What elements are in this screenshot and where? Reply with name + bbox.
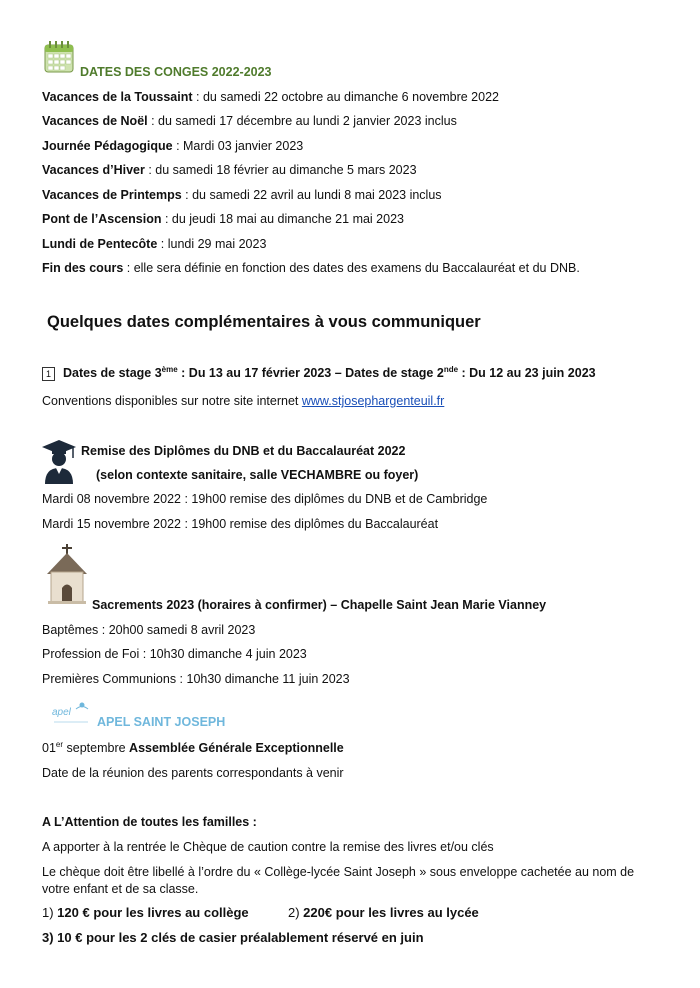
option-lycee: 2) 220€ pour les livres au lycée (288, 905, 479, 920)
option-colleges: 1) 120 € pour les livres au collège (42, 905, 249, 920)
list-item: Fin des cours : elle sera définie en fonction des dates des examens du Baccalauréat et du DNB. (42, 261, 580, 275)
diplomes-line: Mardi 08 novembre 2022 : 19h00 remise des diplômes du DNB et de Cambridge (42, 492, 488, 506)
sacrements-line: Baptêmes : 20h00 samedi 8 avril 2023 (42, 623, 256, 637)
apel-logo: apel (52, 700, 92, 728)
sacrements-line: Profession de Foi : 10h30 dimanche 4 juin 2023 (42, 647, 307, 661)
sacrements-title: Sacrements 2023 (horaires à confirmer) – Chapelle Saint Jean Marie Vianney (92, 598, 547, 612)
diplomes-line: Mardi 15 novembre 2022 : 19h00 remise des diplômes du Baccalauréat (42, 517, 439, 531)
list-item: Vacances d’Hiver : du samedi 18 février au dimanche 5 mars 2023 (42, 163, 417, 177)
conventions-line: Conventions disponibles sur notre site internet www.stjosephargenteuil.fr (42, 394, 445, 408)
list-item: Pont de l’Ascension : du jeudi 18 mai au dimanche 21 mai 2023 (42, 212, 404, 226)
apel-note: Date de la réunion des parents correspondants à venir (42, 766, 344, 780)
list-item: Vacances de Printemps : du samedi 22 avril au lundi 8 mai 2023 inclus (42, 188, 442, 202)
stage-line: 1 Dates de stage 3ème : Du 13 au 17 février 2023 – Dates de stage 2nde : Du 12 au 23 juin 2023 (42, 366, 596, 381)
apel-title: APEL SAINT JOSEPH (97, 715, 226, 729)
chapel-icon (46, 544, 88, 607)
list-item: Journée Pédagogique : Mardi 03 janvier 2023 (42, 139, 304, 153)
option-cles: 3) 10 € pour les 2 clés de casier préalablement réservé en juin (42, 930, 424, 945)
list-item: Vacances de la Toussaint : du samedi 22 octobre au dimanche 6 novembre 2022 (42, 90, 499, 104)
diplomes-title: Remise des Diplômes du DNB et du Baccalauréat 2022 (81, 444, 406, 458)
number-one-icon: 1 (42, 367, 55, 381)
site-link[interactable]: www.stjosephargenteuil.fr (301, 394, 445, 408)
graduate-icon (42, 440, 76, 487)
complementaires-title: Quelques dates complémentaires à vous communiquer (47, 313, 481, 331)
sacrements-line: Premières Communions : 10h30 dimanche 11 juin 2023 (42, 672, 350, 686)
calendar-icon (44, 41, 74, 76)
diplomes-subtitle: (selon contexte sanitaire, salle VECHAMBRE ou foyer) (96, 468, 419, 482)
attention-paragraph: Le chèque doit être libellé à l’ordre du « Collège-lycée Saint Joseph » sous enveloppe cachetée au nom de votre enfant et de sa classe. (42, 865, 635, 896)
list-item: Lundi de Pentecôte : lundi 29 mai 2023 (42, 237, 267, 251)
attention-line: A apporter à la rentrée le Chèque de caution contre la remise des livres et/ou clés (42, 840, 494, 854)
conges-title: DATES DES CONGES 2022-2023 (80, 65, 272, 79)
apel-event-line: 01er septembre Assemblée Générale Exceptionnelle (42, 739, 344, 755)
list-item: Vacances de Noël : du samedi 17 décembre au lundi 2 janvier 2023 inclus (42, 114, 457, 128)
attention-title: A L’Attention de toutes les familles : (42, 815, 257, 829)
